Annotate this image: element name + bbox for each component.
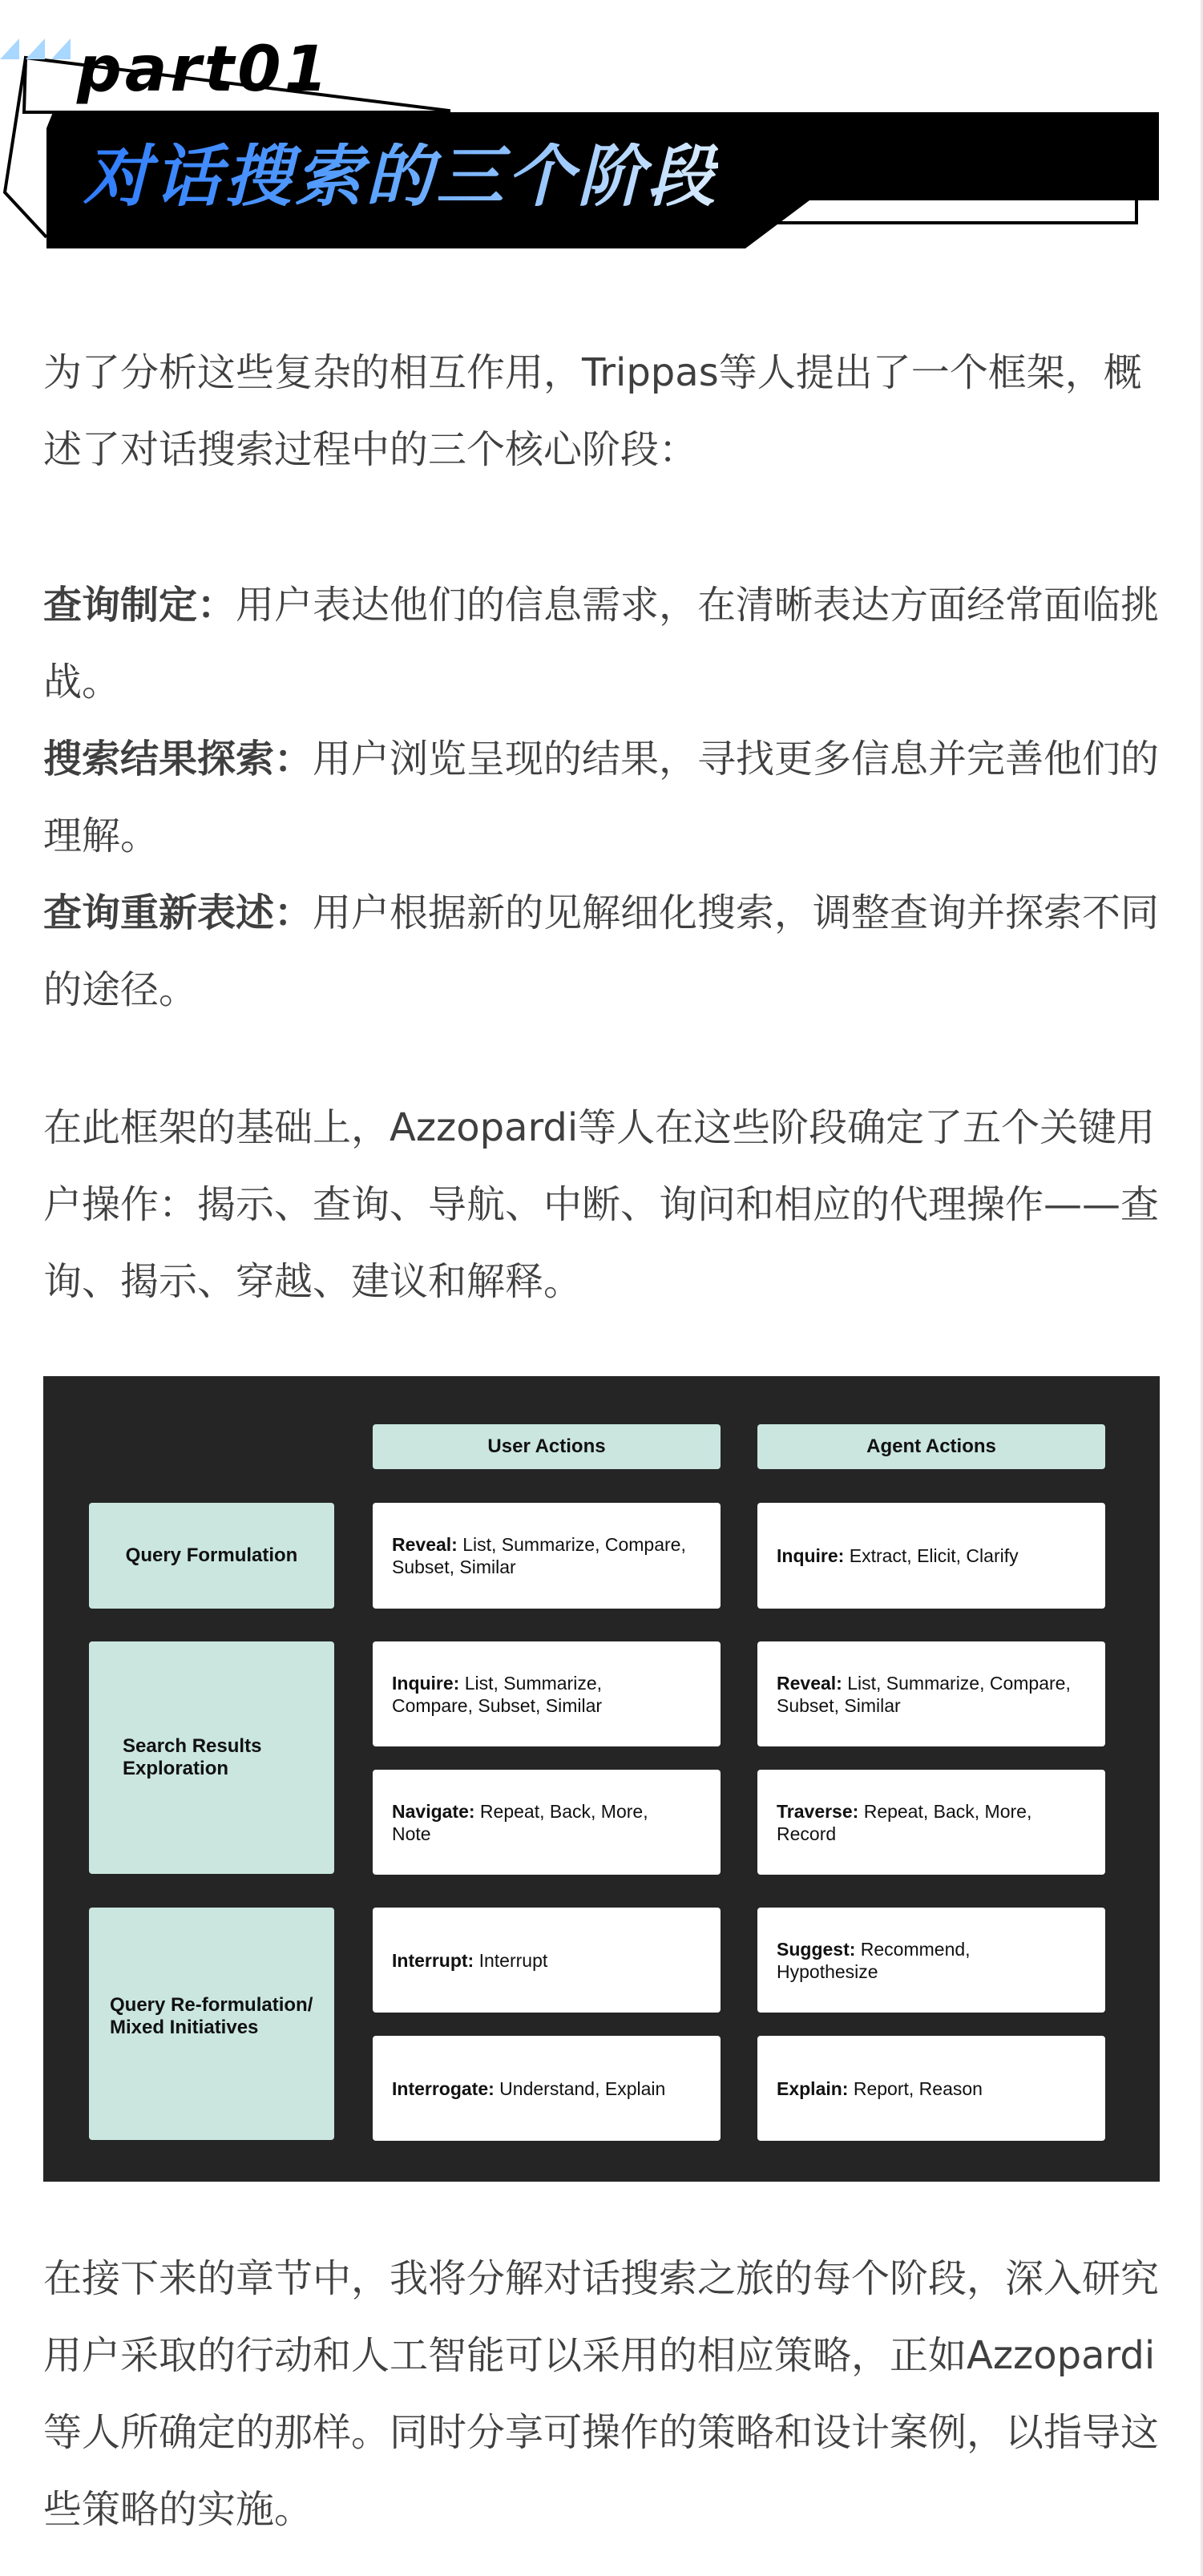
user-action-inquire [373, 1641, 721, 1746]
user-action-interrupt [373, 1908, 721, 2013]
action-detail: List, Summarize, Compare, [457, 1534, 686, 1555]
action-detail: Recommend, [855, 1938, 971, 1960]
stage-search-results-exploration [89, 1641, 334, 1874]
action-detail: Report, Reason [848, 2077, 983, 2099]
stage-definition-reformulation [43, 874, 1165, 1028]
action-term: Inquire: [392, 1672, 460, 1694]
agent-action-explain [757, 2036, 1105, 2141]
user-action-interrogate [373, 2036, 721, 2141]
agent-actions-header: Agent Actions [757, 1424, 1105, 1469]
action-detail: Interrupt [474, 1949, 548, 1971]
action-detail: Hypothesize [777, 1960, 878, 1982]
action-detail: Note [392, 1823, 431, 1844]
action-term: Interrogate: [392, 2077, 495, 2099]
intro-paragraph: 为了分析这些复杂的相互作用，Trippas等人提出了一个框架，概述了对话搜索过程中的三个核心阶段： [43, 350, 1142, 472]
action-detail: Repeat, Back, More, [858, 1800, 1032, 1822]
action-detail: Repeat, Back, More, [474, 1800, 648, 1822]
action-term: Interrupt: [392, 1949, 474, 1971]
stage-label-line: Mixed Initiatives [110, 2017, 259, 2038]
action-detail: Compare, Subset, Similar [392, 1694, 603, 1716]
user-actions-header: User Actions [373, 1424, 721, 1469]
section-title: 对话搜索的三个阶段 [83, 137, 719, 216]
action-detail: List, Summarize, [459, 1672, 602, 1694]
action-term: Navigate: [392, 1800, 475, 1822]
action-detail: List, Summarize, Compare, [842, 1672, 1071, 1694]
action-detail: Subset, Similar [777, 1694, 901, 1716]
action-term: Reveal: [777, 1672, 842, 1694]
stage-term: 查询制定： [43, 583, 236, 628]
stage-desc: 用户表达他们的信息需求，在清晰表达方面经常面临挑战。 [43, 583, 1160, 705]
stage-term: 查询重新表述： [43, 890, 313, 935]
section-header [0, 32, 1170, 264]
agent-action-traverse [757, 1770, 1105, 1875]
actions-paragraph: 在此框架的基础上，Azzopardi等人在这些阶段确定了五个关键用户操作：揭示、查询、导航、中断、询问和相应的代理操作——查询、揭示、穿越、建议和解释。 [43, 1105, 1160, 1304]
stage-term: 搜索结果探索： [43, 737, 313, 781]
stage-label-line: Exploration [123, 1758, 229, 1779]
stage-label-line: Query Re-formulation/ [110, 1994, 313, 2016]
action-term: Inquire: [777, 1545, 845, 1566]
action-detail: Understand, Explain [494, 2077, 666, 2099]
stage-query-reformulation [89, 1908, 334, 2140]
action-term: Traverse: [777, 1800, 859, 1822]
agent-action-suggest [757, 1908, 1105, 2013]
stage-label-line: Search Results [123, 1735, 262, 1757]
framework-figure [43, 1376, 1160, 2182]
action-term: Reveal: [392, 1534, 458, 1555]
user-action-reveal [373, 1503, 721, 1609]
triangle-arrows-icon [0, 32, 72, 61]
closing-paragraph: 在接下来的章节中，我将分解对话搜索之旅的每个阶段，深入研究用户采取的行动和人工智能可以采用的相应策略，正如Azzopardi等人所确定的那样。同时分享可操作的策略和设计案例，以指导这些策略的实施。 [43, 2256, 1160, 2532]
agent-action-inquire [757, 1503, 1105, 1609]
stage-query-formulation: Query Formulation [89, 1503, 334, 1609]
action-detail: Record [777, 1823, 837, 1844]
stage-desc: 用户根据新的见解细化搜索，调整查询并探索不同的途径。 [43, 890, 1160, 1012]
stage-definitions [43, 567, 1165, 1028]
action-term: Explain: [777, 2077, 849, 2099]
action-detail: Subset, Similar [392, 1557, 516, 1577]
part-label: part01 [77, 34, 331, 106]
stage-desc: 用户浏览呈现的结果，寻找更多信息并完善他们的理解。 [43, 737, 1160, 858]
action-term: Suggest: [777, 1938, 856, 1960]
user-action-navigate [373, 1770, 721, 1875]
stage-definition-formulation [43, 567, 1165, 721]
agent-action-reveal [757, 1641, 1105, 1746]
action-detail: Extract, Elicit, Clarify [844, 1545, 1019, 1566]
stage-definition-exploration [43, 721, 1165, 874]
